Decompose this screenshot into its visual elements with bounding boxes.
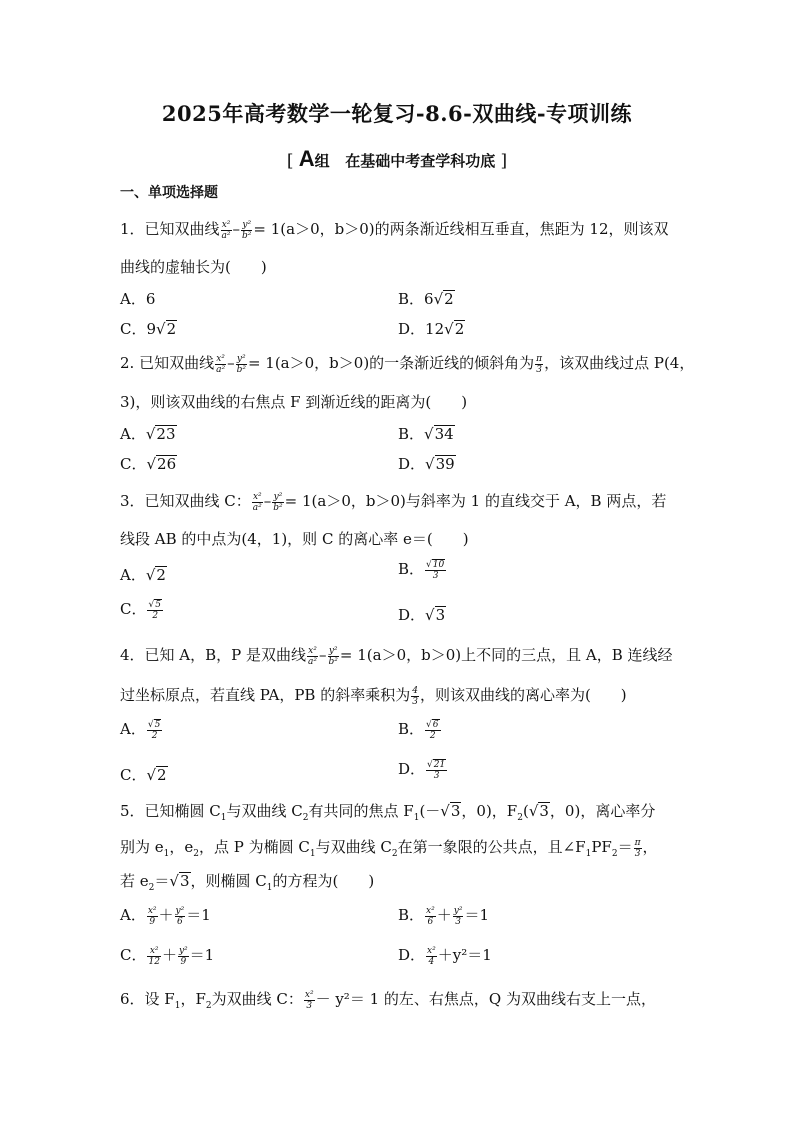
q5-line2: 别为 $e_1$，$e_2$，点 P 为椭圆 $C_1$与双曲线 $C_2$在第一象限的公共点，且$\angle F_1PF_2=$ $\frac{\pi}{3}$ ， — [120, 837, 658, 859]
q5-option-a: A． $\frac{\text{x²}}{9}$ ＋ $\frac{\text{y²}}{6}$ ＝1 — [120, 905, 211, 927]
q3-option-d: D．√3 — [398, 606, 446, 624]
page-title: 2025年高考数学一轮复习-8.6-双曲线-专项训练 — [161, 101, 633, 126]
q1-line1: 1．已知双曲线 $\frac{\text{x²}}{\text{a²}}$ – $\frac{\text{y²}}{\text{b²}}$ = 1(a＞0，b＞0)的两条渐近线相互垂直，焦距为 12，则该双 — [120, 219, 669, 241]
group-letter: A — [298, 146, 315, 171]
q3-option-c: C． $\frac{√5}{2}$ — [120, 600, 161, 621]
group-bracket-close: ] — [500, 151, 508, 171]
q1-option-a: A．6 — [120, 290, 156, 308]
section-heading: 一、单项选择题 — [120, 185, 218, 201]
group-text: 在基础中考查学科功底 — [345, 152, 496, 170]
q4-line1: 4．已知 A，B，P 是双曲线 $\frac{\text{x²}}{\text{a²}}$ – $\frac{\text{y²}}{\text{b²}}$ = 1(a＞0，b＞0)上不同的三点，且 A，B 连线经 — [120, 645, 673, 667]
q3-line1: 3．已知双曲线 C： $\frac{\text{x²}}{\text{a²}}$ – $\frac{\text{y²}}{\text{b²}}$ = 1(a＞0，b＞0)与斜率为 1 的直线交于 A，B 两点，若 — [120, 491, 667, 513]
q4-line2: 过坐标原点，若直线 PA，PB 的斜率乘积为 $\frac{4}{3}$ ，则该双曲线的离心率为( ) — [120, 685, 627, 707]
q2-option-a: A．√23 — [120, 425, 176, 443]
q2-line1: 2. 已知双曲线 $\frac{\text{x²}}{\text{a²}}$ – $\frac{\text{y²}}{\text{b²}}$ = 1(a＞0，b＞0)的一条渐近线的倾斜角为 $\frac{\pi}{3}$ ，该双曲线过点 P(4， — [120, 353, 695, 375]
q4-option-c: C．√2 — [120, 766, 167, 784]
group-bracket-open: [ — [286, 151, 294, 171]
q4-option-a: A． $\frac{√5}{2}$ — [120, 720, 161, 741]
q1-option-b: B．6√2 — [398, 290, 454, 308]
group-label: 组 — [314, 152, 330, 170]
q2-line2: 3)，则该双曲线的右焦点 F 到渐近线的距离为( ) — [120, 393, 468, 411]
q5-line1: 5．已知椭圆 $C_1$与双曲线 $C_2$有共同的焦点 $F_1(-√3$，0)，$F_2(√3$，0)，离心率分 — [120, 802, 656, 823]
q4-option-d: D． $\frac{√21}{3}$ — [398, 760, 446, 781]
q5-line3: 若 $e_2=√3$，则椭圆 $C_1$的方程为( ) — [120, 872, 375, 893]
q2-option-b: B．√34 — [398, 425, 454, 443]
q3-option-a: A．√2 — [120, 566, 166, 584]
q1-option-c: C．9√2 — [120, 320, 177, 338]
q3-line2: 线段 AB 的中点为(4，1)，则 C 的离心率 e＝( ) — [120, 530, 469, 548]
q1-line2: 曲线的虚轴长为( ) — [120, 258, 267, 276]
q2-option-d: D．√39 — [398, 455, 455, 473]
q4-option-b: B． $\frac{√6}{2}$ — [398, 720, 439, 741]
q1-option-d: D．12√2 — [398, 320, 465, 338]
q3-option-b: B． $\frac{√10}{3}$ — [398, 560, 445, 581]
q5-option-b: B． $\frac{\text{x²}}{6}$ ＋ $\frac{\text{y²}}{3}$ ＝1 — [398, 905, 489, 927]
q5-option-c: C． $\frac{\text{x²}}{12}$ ＋ $\frac{\text{y²}}{9}$ ＝1 — [120, 945, 215, 967]
q6-line1: 6．设 $F_1$，$F_2$为双曲线 C： $\frac{\text{x²}}{3}$ － y²＝ 1 的左、右焦点，Q 为双曲线右支上一点， — [120, 989, 656, 1011]
q2-option-c: C．√26 — [120, 455, 177, 473]
group-heading — [0, 146, 794, 172]
q5-option-d: D． $\frac{\text{x²}}{4}$ ＋y²＝1 — [398, 945, 492, 967]
